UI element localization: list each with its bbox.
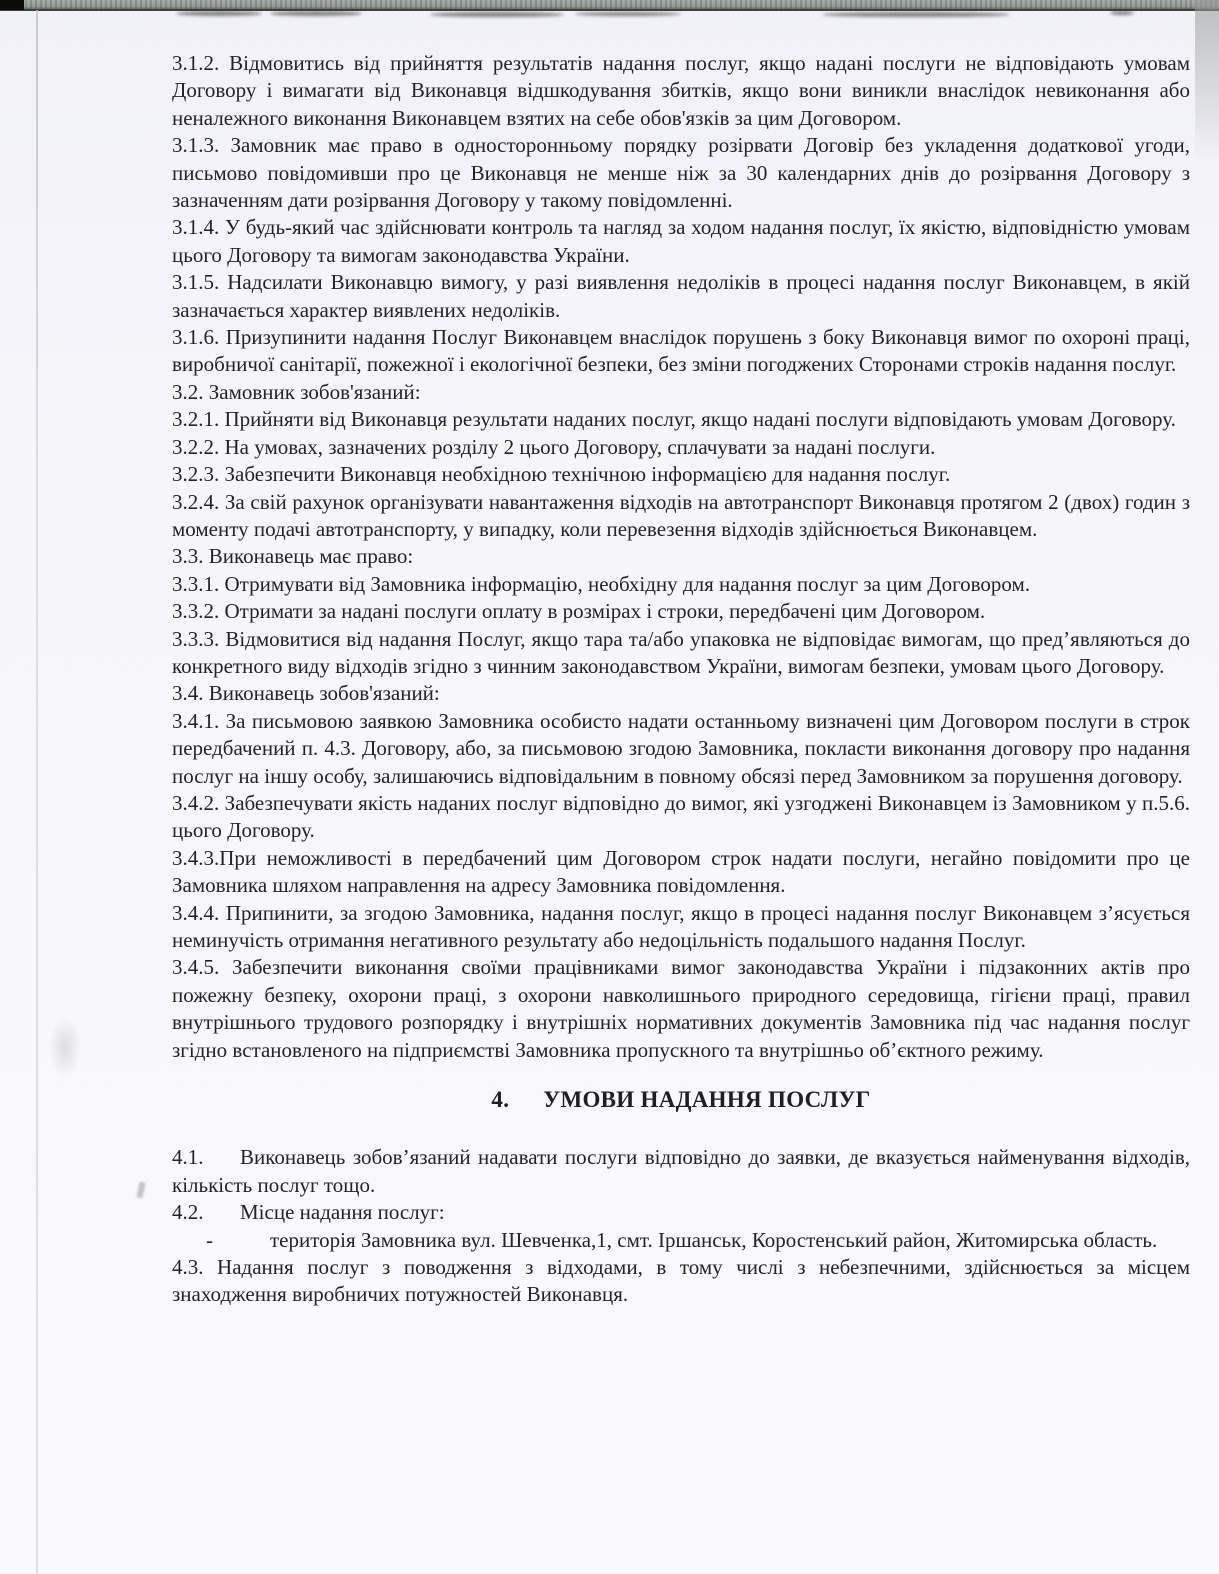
clause-3-2-4: 3.2.4. За свій рахунок організувати навантаження відходів на автотранспорт Виконавця протягом 2 (двох) годин з моменту подачі автотранспорту, у випадку, коли перевезення відходів здійснюється Виконавцем. <box>172 489 1190 541</box>
clause-number: 4.2. <box>172 1200 204 1225</box>
clause-3-3-2: 3.3.2. Отримати за надані послуги оплату в розмірах і строки, передбачені цим Договором. <box>172 599 986 624</box>
clause-3-4-3: 3.4.3.При неможливості в передбачений цим Договором строк надати послуги, негайно повідомити про це Замовника шляхом направлення на адресу Замовника повідомлення. <box>172 845 1190 898</box>
clause-3-3-3: 3.3.3. Відмовитися від надання Послуг, якщо тара та/або упаковка не відповідає вимогам, що пред’являються до конкретного виду відходів згідно з чинним законодавством України, вимогам безпеки, умовам цього Договору. <box>172 626 1190 678</box>
section-number: 4. <box>491 1087 510 1113</box>
clause-3-1-4: 3.1.4. У будь-який час здійснювати контроль та нагляд за ходом надання послуг, їх якістю, відповідністю умовам цього Договору та вимогам законодавства України. <box>172 215 1190 267</box>
scan-smudge <box>822 12 1010 17</box>
margin-smudge <box>48 1016 82 1078</box>
scan-corner-black-mark <box>0 0 24 10</box>
clause-4-3: 4.3. Надання послуг з поводження з відходами, в тому числі з небезпечними, здійснюється за місцем знаходження виробничих потужностей Виконавця. <box>172 1255 1190 1307</box>
clause-3-1-5: 3.1.5. Надсилати Виконавцю вимогу, у разі виявлення недоліків в процесі надання послуг Виконавцем, в якій зазначається характер виявлених недоліків. <box>172 270 1190 322</box>
clause-3-2-2: 3.2.2. На умовах, зазначених розділу 2 цього Договору, сплачувати за надані послуги. <box>172 434 936 459</box>
clause-3-3: 3.3. Виконавець має право: <box>172 544 414 569</box>
clause-3-4-4: 3.4.4. Припинити, за згодою Замовника, надання послуг, якщо в процесі надання послуг Виконавцем з’ясується неминучість отримання негативного результату або недоцільність подальшого надання Послуг. <box>172 900 1190 952</box>
clause-3-1-2: 3.1.2. Відмовитись від прийняття результатів надання послуг, якщо надані послуги не відповідають умовам Договору і вимагати від Виконавця відшкодування збитків, якщо вони виникли внаслідок невиконання або неналежного виконання Виконавцем взятих на себе обов'язків за цим Договором. <box>172 51 1190 130</box>
clause-4-2 <box>172 1199 1190 1226</box>
clause-3-4: 3.4. Виконавець зобов'язаний: <box>172 681 440 706</box>
clause-3-4-1: 3.4.1. За письмовою заявкою Замовника особисто надати останньому визначені цим Договором послуги в строк передбачений п. 4.3. Договору, або, за письмовою згодою Замовника, покласти виконання договору про надання послуг на іншу особу, залишаючись відповідальним в повному обсязі перед Замовником за порушення договору. <box>172 708 1190 788</box>
contract-page-body <box>172 50 1190 1309</box>
scan-smudge <box>1110 11 1134 15</box>
page-edge-line <box>36 10 38 1574</box>
clause-4-2-list-item <box>172 1227 1190 1254</box>
clause-3-4-5: 3.4.5. Забезпечити виконання своїми працівниками вимог законодавства України і підзаконних актів про пожежну безпеку, охорони праці, з охорони навколишнього природного середовища, гігієни праці, правил внутрішнього трудового розпорядку і внутрішніх нормативних документів Замовника під час надання послуг згідно встановленого на підприємстві Замовника пропускного та внутрішньо об’єктного режиму. <box>172 955 1190 1062</box>
clause-4-1 <box>172 1144 1190 1199</box>
clause-3-4-2: 3.4.2. Забезпечувати якість наданих послуг відповідно до вимог, які узгоджені Виконавцем із Замовником у п.5.6. цього Договору. <box>172 790 1190 843</box>
margin-smudge <box>136 1182 145 1199</box>
scan-smudge <box>176 11 262 16</box>
scan-top-band <box>0 0 1219 11</box>
section-title: УМОВИ НАДАННЯ ПОСЛУГ <box>543 1087 871 1113</box>
scan-smudge <box>430 12 564 17</box>
clause-3-2: 3.2. Замовник зобов'язаний: <box>172 379 421 404</box>
clause-text: Виконавець зобов’язаний надавати послуги відповідно до заявки, де вказується найменування відходів, кількість послуг тощо. <box>172 1145 1190 1197</box>
scan-smudge <box>270 11 362 16</box>
clause-3-2-1: 3.2.1. Прийняти від Виконавця результати наданих послуг, якщо надані послуги відповідають умовам Договору. <box>172 407 1176 432</box>
clause-3-1-3: 3.1.3. Замовник має право в односторонньому порядку розірвати Договір без укладення додаткової угоди, письмово повідомивши про це Виконавця не менше ніж за 30 календарних днів до розірвання Договору з зазначенням дати розірвання Договору у такому повідомленні. <box>172 133 1190 213</box>
clause-3-2-3: 3.2.3. Забезпечити Виконавця необхідною технічною інформацією для надання послуг. <box>172 462 951 487</box>
clause-3-3-1: 3.3.1. Отримувати від Замовника інформацію, необхідну для надання послуг за цим Договором. <box>172 571 1031 596</box>
clause-text: територія Замовника вул. Шевченка,1, смт. Іршанськ, Коростенський район, Житомирська область. <box>270 1227 1158 1252</box>
scan-smudge <box>575 12 681 16</box>
section-heading <box>172 1086 1190 1113</box>
list-dash: - <box>206 1227 213 1252</box>
clause-text: Місце надання послуг: <box>240 1200 445 1225</box>
clause-3-1-6: 3.1.6. Призупинити надання Послуг Виконавцем внаслідок порушень з боку Виконавця вимог по охороні праці, виробничої санітарії, пожежної і екологічної безпеки, без зміни погоджених Сторонами строків надання послуг. <box>172 325 1190 377</box>
scan-right-shadow <box>1195 0 1219 160</box>
clause-number: 4.1. <box>172 1145 204 1170</box>
